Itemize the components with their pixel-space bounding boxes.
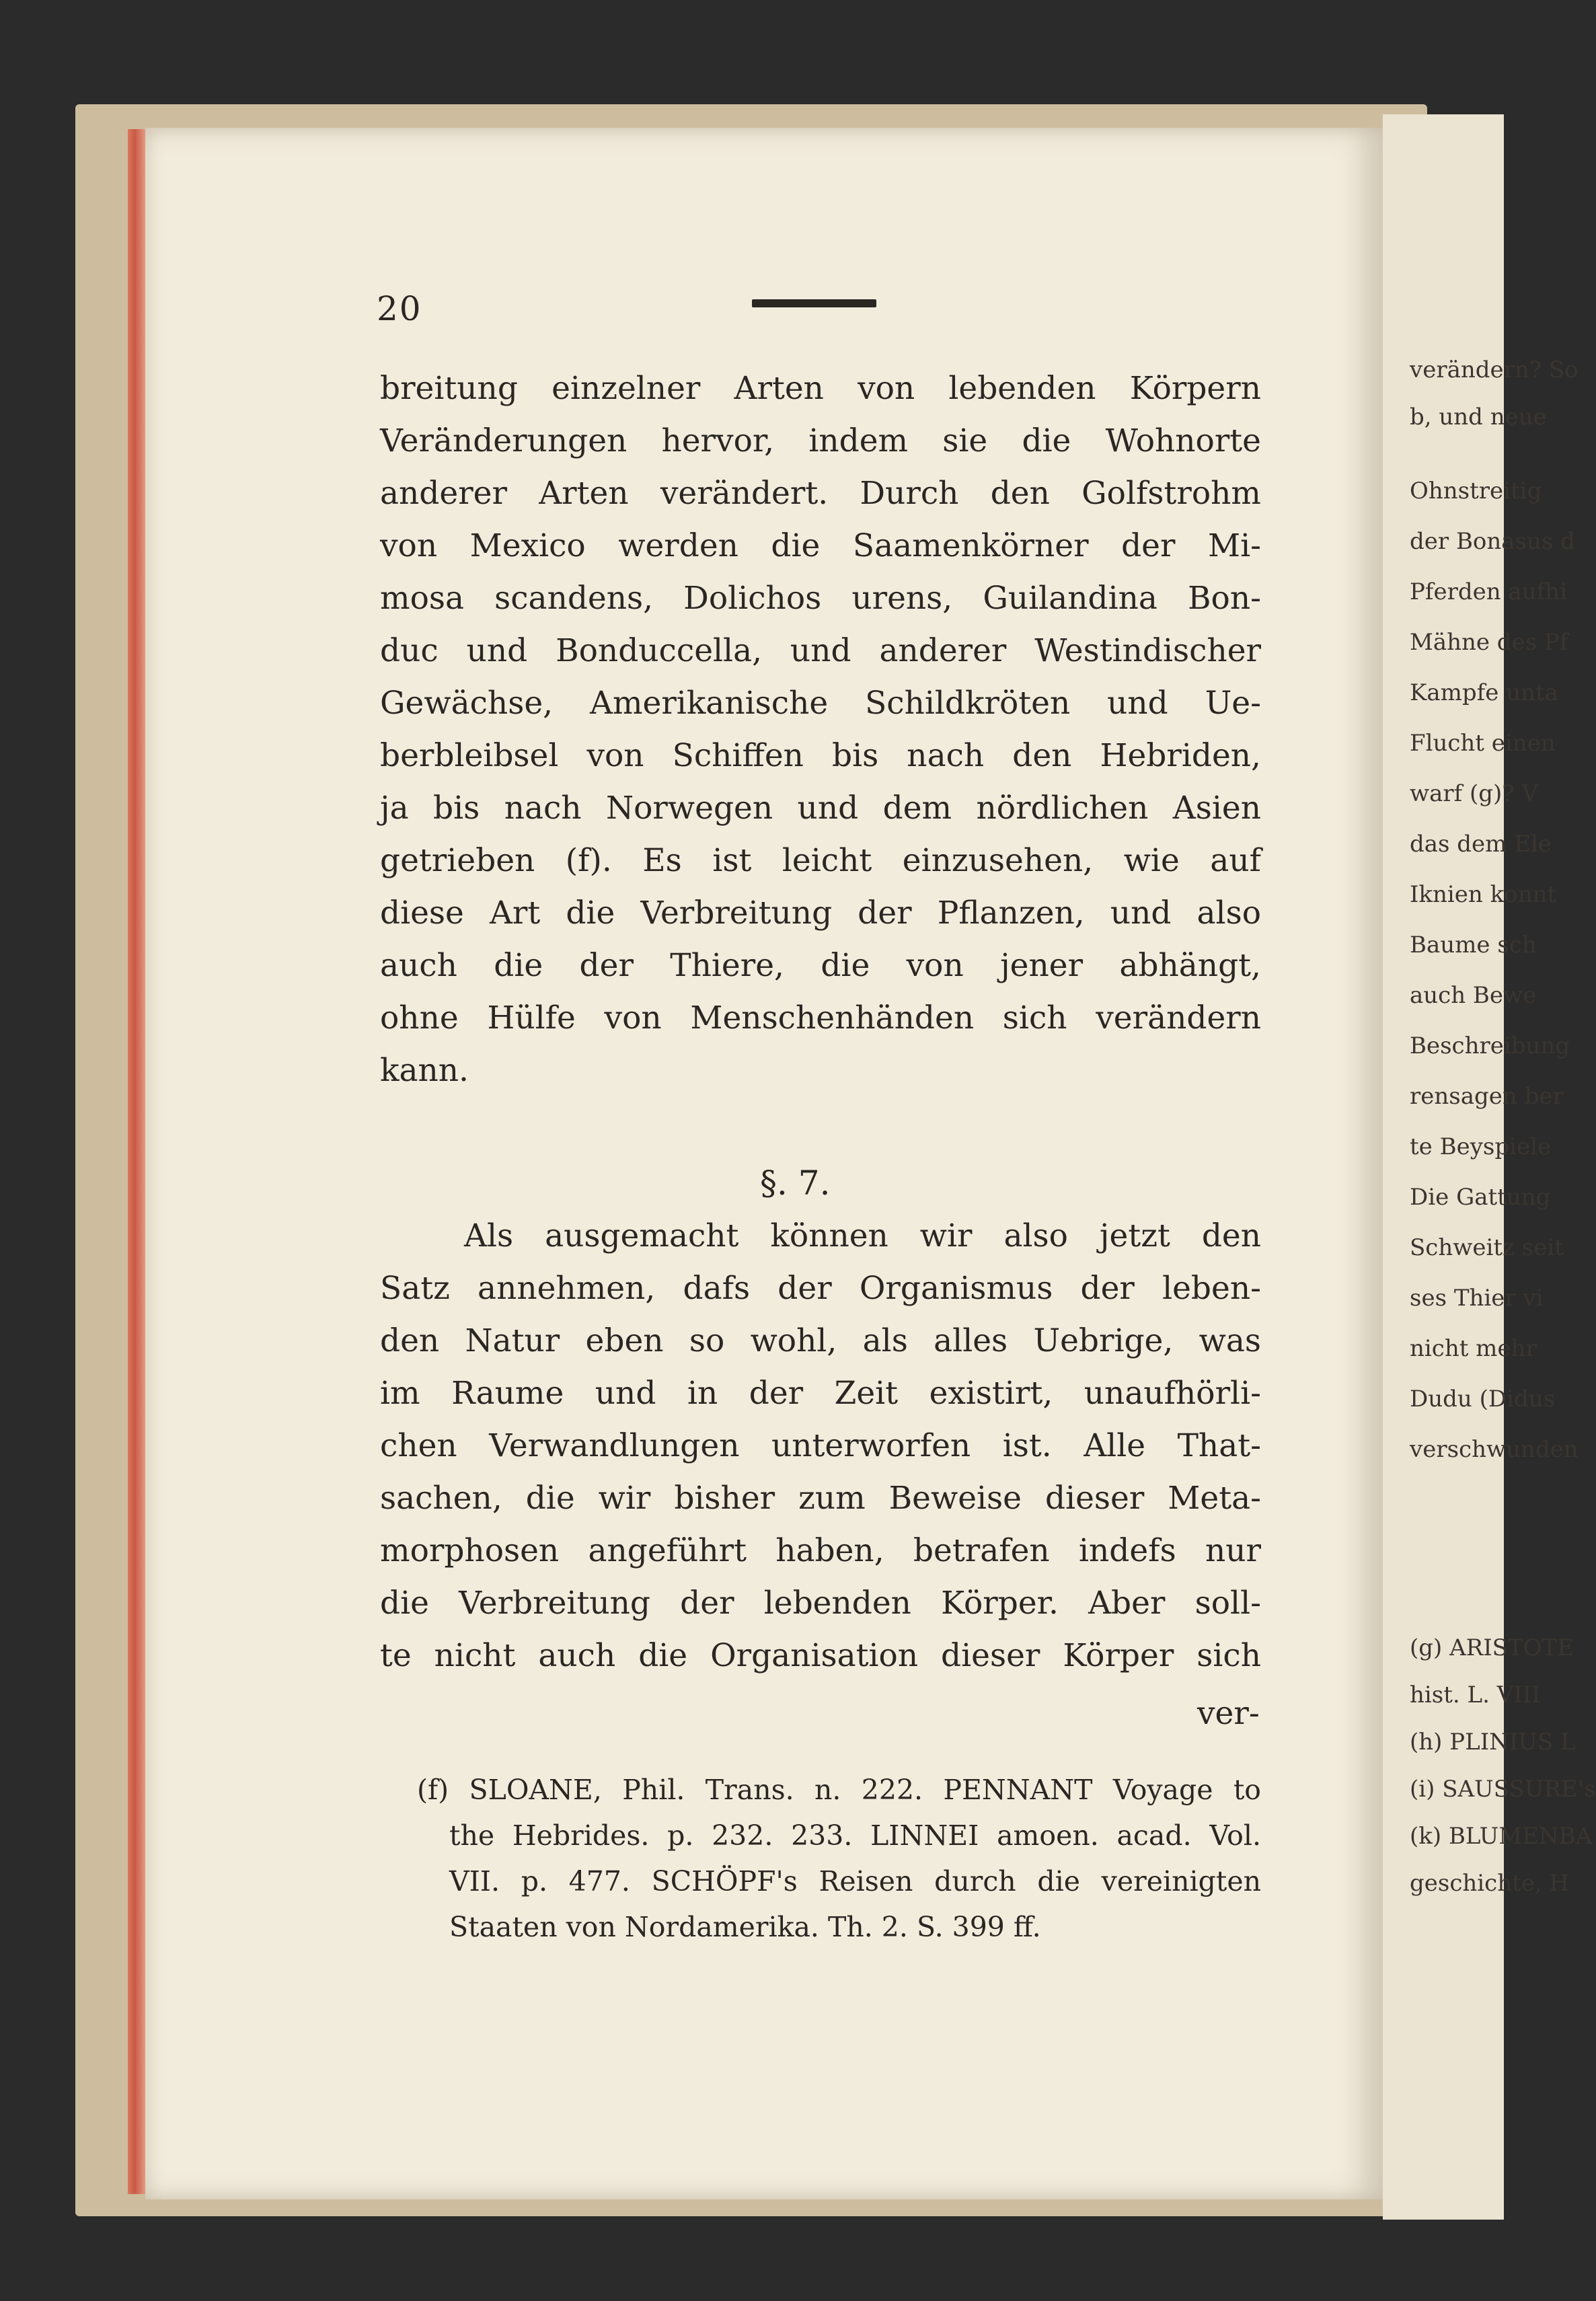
facing-page-fragment: verändern? So	[1410, 356, 1579, 383]
header-rule	[752, 299, 876, 307]
facing-page-fragment: warf (g)? V	[1410, 780, 1538, 807]
text-line: ja bis nach Norwegen und dem nördlichen Asien	[380, 790, 1261, 827]
text-line: auch die der Thiere, die von jener abhängt,	[380, 947, 1261, 984]
facing-page-fragment: auch Bewe	[1410, 982, 1537, 1009]
facing-page-fragment: b, und neue	[1410, 404, 1547, 430]
text-line: breitung einzelner Arten von lebenden Körpern	[380, 370, 1261, 407]
facing-page-fragment: Iknien konnt	[1410, 881, 1557, 908]
text-line: von Mexico werden die Saamenkörner der Mi-	[380, 527, 1261, 564]
facing-page-fragment: Flucht einen	[1410, 730, 1556, 757]
facing-page-fragment: Dudu (Didus	[1410, 1386, 1556, 1412]
text-line: te nicht auch die Organisation dieser Körper sich	[380, 1637, 1261, 1674]
facing-page-fragment: verschwunden	[1410, 1436, 1579, 1463]
facing-page-fragment: der Bonasus d	[1410, 528, 1575, 555]
section-heading: §. 7.	[760, 1164, 831, 1203]
text-line: getrieben (f). Es ist leicht einzusehen, wie auf	[380, 842, 1261, 879]
facing-page-fragment: das dem Ele	[1410, 831, 1552, 858]
text-line: diese Art die Verbreitung der Pflanzen, und also	[380, 895, 1261, 932]
text-line: ohne Hülfe von Menschenhänden sich verändern	[380, 999, 1261, 1036]
footnote-line: the Hebrides. p. 232. 233. LINNEI amoen. acad. Vol.	[449, 1819, 1261, 1852]
facing-page-fragment: hist. L. VIII	[1410, 1682, 1541, 1708]
facing-page-fragment: Kampfe unta	[1410, 679, 1558, 706]
text-line: mosa scandens, Dolichos urens, Guilandina Bon-	[380, 580, 1261, 617]
catchword: ver-	[1197, 1695, 1260, 1732]
text-line: berbleibsel von Schiffen bis nach den Hebriden,	[380, 737, 1261, 774]
facing-page-fragment: rensagen ber	[1410, 1083, 1564, 1110]
facing-page	[1383, 114, 1596, 2220]
text-line: sachen, die wir bisher zum Beweise dieser Meta-	[380, 1480, 1261, 1517]
text-line: Gewächse, Amerikanische Schildkröten und Ue-	[380, 685, 1261, 722]
facing-page-fragment: (h) PLINIUS L	[1410, 1729, 1576, 1756]
facing-page-fragment: Pferden aufhi	[1410, 578, 1567, 605]
footnote-line: (f) SLOANE, Phil. Trans. n. 222. PENNANT Voyage to	[417, 1774, 1261, 1806]
facing-page-fragment: (k) BLUMENBA	[1410, 1823, 1593, 1850]
footnote-line: VII. p. 477. SCHÖPF's Reisen durch die vereinigten	[449, 1865, 1261, 1897]
facing-page-fragment: te Beyspiele	[1410, 1133, 1552, 1160]
text-line: im Raume und in der Zeit existirt, unaufhörli-	[380, 1375, 1261, 1412]
facing-page-fragment: (g) ARISTOTE	[1410, 1634, 1574, 1661]
text-line: kann.	[380, 1052, 469, 1089]
facing-page-fragment: ses Thier vi	[1410, 1285, 1544, 1312]
text-line: Als ausgemacht können wir also jetzt den	[464, 1217, 1261, 1254]
text-line: die Verbreitung der lebenden Körper. Aber soll-	[380, 1585, 1261, 1622]
facing-page-fragment: Baume sch	[1410, 932, 1537, 958]
text-line: Satz annehmen, dafs der Organismus der leben-	[380, 1270, 1261, 1307]
facing-page-fragment: Die Gattung	[1410, 1184, 1551, 1211]
facing-page-fragment: nicht mehr	[1410, 1335, 1537, 1362]
facing-page-fragment: Schweitz seit	[1410, 1234, 1564, 1261]
page-number: 20	[377, 289, 422, 328]
footnote-line: Staaten von Nordamerika. Th. 2. S. 399 ff.	[449, 1911, 1041, 1943]
text-line: morphosen angeführt haben, betrafen indefs nur	[380, 1532, 1261, 1569]
text-line: duc und Bonduccella, und anderer Westindischer	[380, 632, 1261, 669]
facing-page-fragment: geschichte, H	[1410, 1870, 1570, 1897]
text-line: den Natur eben so wohl, als alles Uebrige, was	[380, 1322, 1261, 1359]
facing-page-fragment: Ohnstreitig	[1410, 478, 1542, 504]
facing-page-fragment: (i) SAUSSURE's	[1410, 1776, 1596, 1803]
facing-page-fragment: Mähne des Pf	[1410, 629, 1568, 656]
text-line: anderer Arten verändert. Durch den Golfstrohm	[380, 475, 1261, 512]
text-line: Veränderungen hervor, indem sie die Wohnorte	[380, 422, 1261, 459]
red-page-edge	[128, 129, 145, 2194]
facing-page-fragment: Beschreibung	[1410, 1032, 1570, 1059]
text-line: chen Verwandlungen unterworfen ist. Alle That-	[380, 1427, 1261, 1464]
